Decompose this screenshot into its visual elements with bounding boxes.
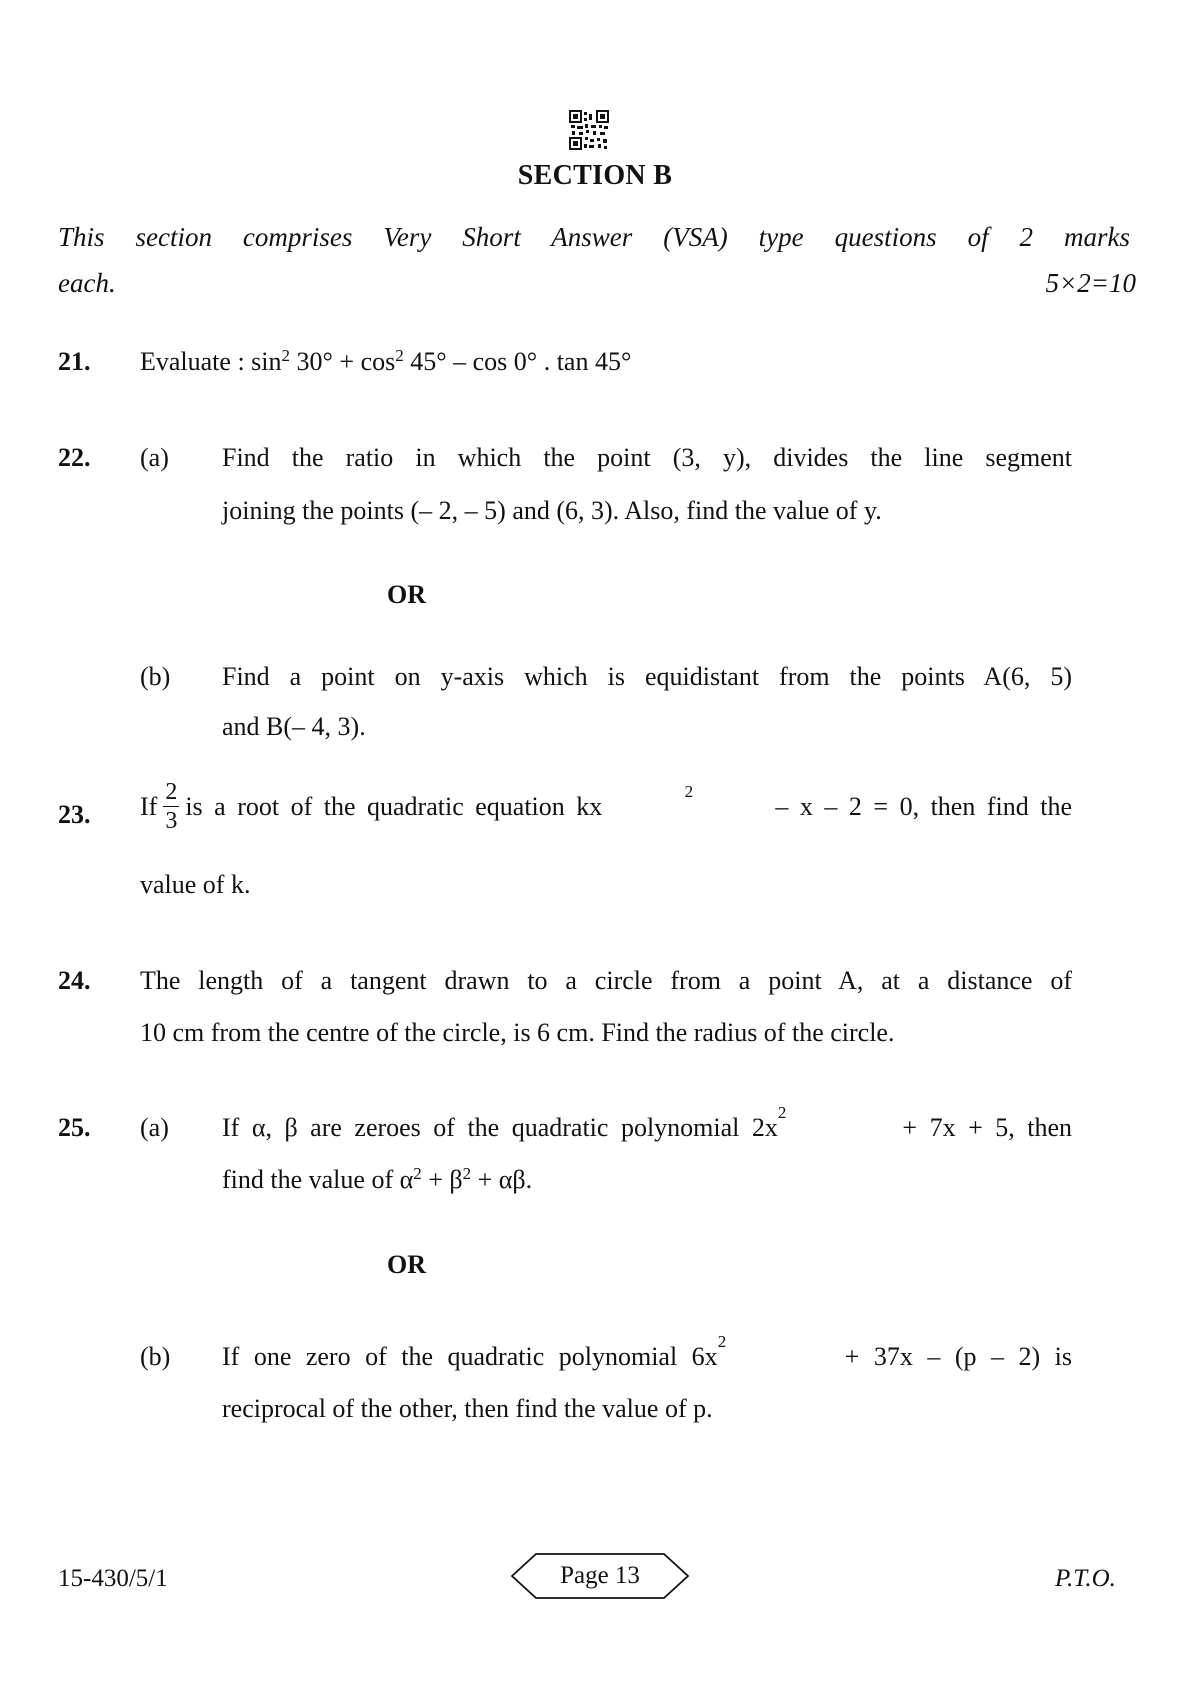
q23-if: If xyxy=(140,791,158,821)
q25a-part: + 7x + 5, then xyxy=(902,1113,1072,1142)
q25-part-b-label: (b) xyxy=(140,1342,171,1371)
q23-part: is a root of the quadratic equation kx xyxy=(185,791,603,821)
section-instructions-line2 xyxy=(58,268,1136,299)
section-title: SECTION B xyxy=(517,160,673,191)
q25a-l2-superscript: 2 xyxy=(462,1164,472,1183)
q25b-part: + 37x – (p – 2) is xyxy=(844,1342,1072,1371)
q25a-l2-superscript: 2 xyxy=(413,1164,422,1183)
q22a-line1: Find the ratio in which the point (3, y), divides the line segment xyxy=(222,443,1072,472)
question-number-24: 24. xyxy=(58,966,91,995)
q25a-l2-part: find the value of α xyxy=(222,1165,414,1194)
q22b-line1: Find a point on y-axis which is equidistant from the points A(6, 5) xyxy=(222,662,1072,691)
question-number-22: 22. xyxy=(58,443,91,472)
page-number-badge xyxy=(510,1552,690,1600)
q21-part: Evaluate : sin xyxy=(140,347,282,376)
question-number-23: 23. xyxy=(58,800,91,829)
q24-line1: The length of a tangent drawn to a circle from a point A, at a distance of xyxy=(140,966,1072,995)
q25-or-separator: OR xyxy=(387,1250,426,1279)
q22a-line2: joining the points (– 2, – 5) and (6, 3). Also, find the value of y. xyxy=(222,496,882,525)
please-turn-over: P.T.O. xyxy=(1055,1565,1116,1592)
q22-part-a-label: (a) xyxy=(140,443,169,472)
question-21-text xyxy=(140,347,631,377)
q23-line2: value of k. xyxy=(140,870,251,899)
q21-part: 30° + cos xyxy=(290,347,396,376)
q25a-l2-part: + β xyxy=(421,1165,463,1194)
qr-code-icon xyxy=(569,110,609,150)
q23-rest xyxy=(185,781,1072,822)
q25a-superscript: 2 xyxy=(777,1103,787,1122)
fraction-denominator: 3 xyxy=(165,808,178,834)
page-number: Page 13 xyxy=(560,1562,640,1589)
instructions-continuation: each. xyxy=(58,268,116,298)
q23-part: – x – 2 = 0, then find the xyxy=(775,791,1072,821)
q23-superscript: 2 xyxy=(684,781,694,801)
q22-part-b-label: (b) xyxy=(140,662,171,691)
paper-code: 15-430/5/1 xyxy=(58,1565,168,1592)
q22b-line2: and B(– 4, 3). xyxy=(222,712,366,741)
q23-line1 xyxy=(140,780,1072,833)
fraction-numerator: 2 xyxy=(165,779,178,805)
question-number-21: 21. xyxy=(58,347,91,376)
q25b-superscript: 2 xyxy=(717,1332,727,1351)
q25b-line1 xyxy=(222,1332,1072,1372)
q25a-line1 xyxy=(222,1103,1072,1143)
q25b-line2: reciprocal of the other, then find the value of p. xyxy=(222,1394,713,1423)
section-instructions: This section comprises Very Short Answer (VSA) type questions of 2 marks xyxy=(58,222,1130,252)
q25b-part: If one zero of the quadratic polynomial 6x xyxy=(222,1342,718,1371)
question-number-25: 25. xyxy=(58,1113,91,1142)
q21-part: 45° – cos 0° . tan 45° xyxy=(403,347,632,376)
q21-superscript: 2 xyxy=(281,346,291,365)
marks-allocation: 5×2=10 xyxy=(1045,268,1136,298)
fraction-two-thirds xyxy=(163,780,179,833)
q25-part-a-label: (a) xyxy=(140,1113,169,1142)
q22-or-separator: OR xyxy=(387,580,426,609)
q25a-line2 xyxy=(222,1165,532,1195)
q25a-l2-part: + αβ. xyxy=(471,1165,533,1194)
q24-line2: 10 cm from the centre of the circle, is 6 cm. Find the radius of the circle. xyxy=(140,1018,895,1047)
q25a-part: If α, β are zeroes of the quadratic polynomial 2x xyxy=(222,1113,778,1142)
q21-superscript: 2 xyxy=(395,346,404,365)
